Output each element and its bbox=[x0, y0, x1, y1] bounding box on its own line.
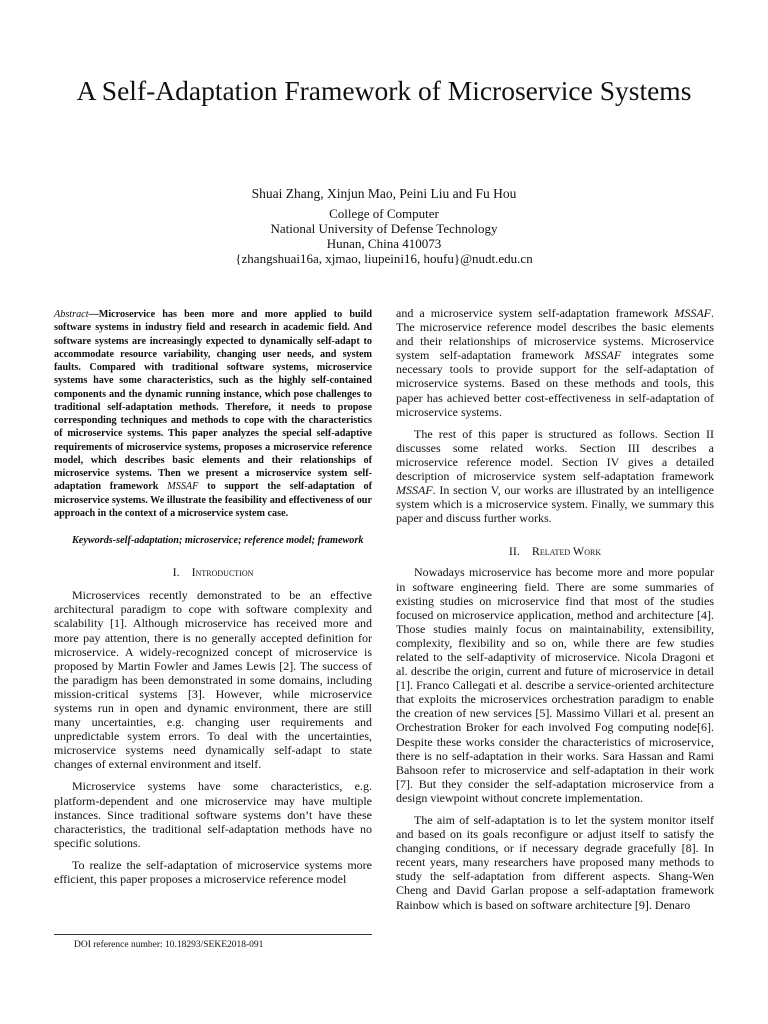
text-span: and a microservice system self-adaptation framework bbox=[396, 306, 675, 320]
abstract bbox=[54, 308, 372, 520]
related-paragraph-1: Nowadays microservice has become more and more popular in software engineering field. There are some summaries of existing studies on microservice find that most of the studies focused on microservice application, method and architecture [4]. Those studies mainly focus on maintainability, extensibility, complexity, flexibility and so on, while there are few studies related to the self-adaptivity of microservice. Nicola Dragoni et al. describe the origin, current and future of microservice in detail [1]. Franco Callegati et al. describe a service-oriented architecture that exploits the microservices orchestration paradigm to enable the creation of new services [5]. Massimo Villari et al. present an Orchestration Broker for each involved Fog computing node[6]. Despite these works consider the characteristics of microservice, there is no self-adaptation in their works. Sara Hassan and Rami Bahsoon refer to microservice and self-adaptation in their work [7]. But they consider the self-adaptation microservice from a design viewpoint without concrete implementation. bbox=[396, 565, 714, 805]
related-paragraph-2: The aim of self-adaptation is to let the system monitor itself and based on its goals reconfigure or adjust itself to satisfy the changing conditions, or if necessary degrade gracefully [8]. In recent years, many researchers have proposed many methods to study the self-adaptation from different aspects. Shang-Wen Cheng and David Garlan propose a self-adaptation framework Rainbow which is based on software architecture [9]. Denaro bbox=[396, 813, 714, 912]
author-names: Shuai Zhang, Xinjun Mao, Peini Liu and Fu Hou bbox=[251, 186, 517, 201]
author-email: {zhangshuai16a, xjmao, liupeini16, houfu}@nudt.edu.cn bbox=[235, 251, 533, 266]
intro-paragraph-3: To realize the self-adaptation of microservice systems more efficient, this paper proposes a microservice reference model bbox=[54, 857, 372, 887]
section-title: Introduction bbox=[191, 565, 254, 580]
section-heading-related-work bbox=[396, 544, 714, 558]
abstract-mssaf: MSSAF bbox=[167, 481, 199, 493]
mssaf-term: MSSAF bbox=[674, 306, 711, 320]
mssaf-term: MSSAF bbox=[396, 483, 433, 498]
author-department: College of Computer bbox=[329, 206, 439, 221]
author-university: National University of Defense Technology bbox=[270, 221, 498, 236]
paper-title: A Self-Adaptation Framework of Microservice Systems bbox=[76, 75, 692, 106]
doi-footnote: DOI reference number: 10.18293/SEKE2018-091 bbox=[74, 940, 264, 950]
right-column bbox=[396, 306, 714, 912]
text-span: integrates some necessary tools to provide support for the self-adaptation of microservice systems. Based on these methods and tools, this paper has achieved better cost-effectiveness in self-adaptation of microservice systems. bbox=[396, 348, 714, 419]
author-block bbox=[100, 186, 668, 266]
intro-paragraph-2: Microservice systems have some characteristics, e.g. platform-dependent and one microservice may have multiple instances. Since traditional software systems don’t have these characteristics, the traditional self-adaptation methods have no specific solutions. bbox=[54, 779, 372, 850]
right-paragraph-1 bbox=[396, 306, 714, 419]
abstract-dash: — bbox=[88, 309, 99, 320]
left-column bbox=[54, 308, 372, 886]
footnote-divider bbox=[54, 934, 372, 935]
text-span: The rest of this paper is structured as follows. Section II discusses some related works. Section III describes a microservice reference model. Section IV gives a detailed description of microservice system self-adaptation framework bbox=[396, 426, 714, 484]
section-number: II. bbox=[508, 544, 520, 559]
section-title: Related Work bbox=[531, 544, 602, 559]
abstract-label: Abstract bbox=[54, 309, 89, 320]
abstract-text-2: to support the self-adaptation of microservice systems. We illustrate the feasibility and effectiveness of our approach in the context of a microservice system case. bbox=[54, 481, 372, 519]
abstract-text: Microservice has been more and more applied to build software systems in industry field and research in academic field. And software systems are increasingly expected to dynamically self-adapt to accommodate resource variability, changing user needs, and system faults. Compared with traditional software systems, microservice systems have some characteristics, such as the highly self-contained components and the dynamic running instance, which pose challenges to traditional self-adaptation methods. Therefore, it needs to propose corresponding techniques and methods to cope with the characteristics of microservice systems. This paper analyzes the special self-adaptive requirements of microservice systems, proposes a microservice reference model, which describes basic elements and their relationships of microservice systems. Then we present a microservice system self-adaptation framework bbox=[54, 309, 372, 493]
intro-paragraph-1: Microservices recently demonstrated to be an effective architectural paradigm to cope with software complexity and scalability [1]. Although microservice has received more and more pay attention, there is no generally accepted definition for microservice. A widely-recognized concept of microservice is proposed by Martin Fowler and James Lewis [2]. The success of the paradigm has been demonstrated in some domains, including mission-critical systems [3]. However, while microservice systems run in open and dynamic environment, there are still many uncertainties, e.g. changing user requirements and unpredictable system errors. To deal with the uncertainties, microservice systems need dynamically self-adapt to state changes of external environment and itself. bbox=[54, 588, 372, 772]
keywords: Keywords-self-adaptation; microservice; reference model; framework bbox=[72, 535, 364, 546]
section-number: I. bbox=[172, 565, 180, 580]
section-heading-introduction bbox=[54, 565, 372, 579]
right-paragraph-2 bbox=[396, 427, 714, 526]
text-span: . In section V, our works are illustrated by an intelligence system which is a microservice system. Finally, we summary this paper and discuss further works. bbox=[396, 483, 714, 526]
text-span: . The microservice reference model describes the basic elements and their relationships of microservice systems. Microservice system self-adaptation framework bbox=[396, 306, 714, 363]
mssaf-term: MSSAF bbox=[584, 348, 622, 363]
author-location: Hunan, China 410073 bbox=[326, 236, 442, 251]
